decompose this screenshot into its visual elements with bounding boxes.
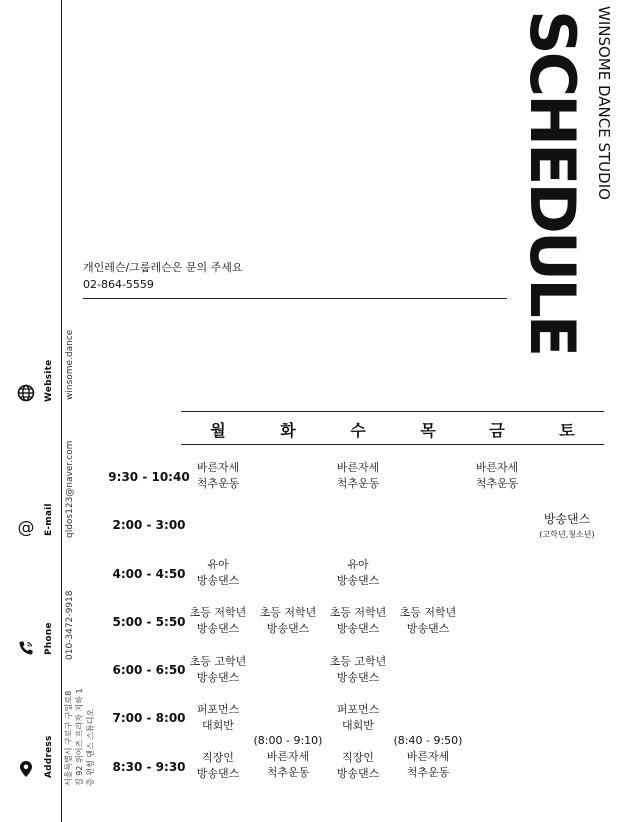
class-cell: 바른자세 척추운동 [336, 461, 380, 490]
table-header-rule [181, 444, 604, 445]
class-cell: 퍼포먼스 대회반 [336, 703, 380, 732]
lesson-phone[interactable]: 02-864-5559 [83, 278, 154, 291]
class-cell: 직장인 방송댄스 [196, 751, 240, 780]
map-pin-icon [16, 760, 36, 780]
day-header-fri: 금 [489, 421, 505, 440]
class-cell [530, 511, 604, 543]
email-label: E-mail [44, 503, 54, 536]
address-line-2: 길 92 위어즈 프라자 지하 1 [75, 688, 84, 786]
class-cell: 초등 고학년 방송댄스 [189, 655, 247, 684]
time-slot: 5:00 - 5:50 [112, 615, 186, 629]
day-header-tue: 화 [280, 421, 296, 440]
class-cell-title: 방송댄스 [543, 512, 591, 526]
time-slot: 8:30 - 9:30 [112, 760, 186, 774]
class-cell: 바른자세 척추운동 [196, 461, 240, 490]
lesson-note-text: 개인레슨/그룹레슨은 문의 주세요 [83, 261, 243, 274]
note-divider [83, 298, 507, 299]
class-cell: 초등 저학년 방송댄스 [329, 606, 387, 635]
class-cell: 초등 저학년 방송댄스 [189, 606, 247, 635]
class-cell: (8:40 - 9:50) 바른자세 척추운동 [393, 734, 463, 779]
lesson-note [83, 259, 242, 293]
time-slot: 4:00 - 4:50 [112, 567, 186, 581]
class-cell: 유아 방송댄스 [336, 558, 380, 587]
time-slot: 9:30 - 10:40 [108, 470, 190, 484]
address-label: Address [44, 735, 54, 778]
sidebar-divider [61, 0, 62, 822]
time-slot: 7:00 - 8:00 [112, 711, 186, 725]
class-cell: 바른자세 척추운동 [475, 461, 519, 490]
day-header-mon: 월 [210, 421, 226, 440]
globe-icon [16, 384, 36, 404]
phone-icon [16, 640, 36, 660]
page-title: SCHEDULE [516, 10, 589, 355]
at-icon: @ [17, 518, 35, 538]
phone-label: Phone [44, 622, 54, 655]
class-cell: 유아 방송댄스 [196, 558, 240, 587]
address-line-1: 서울특별시 구로구 구일로8 [64, 690, 73, 786]
class-cell: (8:00 - 9:10) 바른자세 척추운동 [253, 734, 323, 779]
day-header-thu: 목 [420, 421, 436, 440]
day-header-sat: 토 [559, 421, 575, 440]
table-top-rule [181, 411, 604, 412]
time-slot: 6:00 - 6:50 [112, 663, 186, 677]
day-header-wed: 수 [350, 421, 366, 440]
phone-value[interactable]: 010-3472-9918 [65, 590, 75, 660]
address-line-3: 층 윈썸 댄스 스튜디오 [86, 708, 95, 786]
website-value[interactable]: winsome.dance [65, 329, 75, 400]
studio-name: WINSOME DANCE STUDIO [595, 6, 613, 200]
class-cell: 초등 저학년 방송댄스 [259, 606, 317, 635]
class-cell: 초등 고학년 방송댄스 [329, 655, 387, 684]
class-cell-sub: (고학년,청소년) [539, 530, 595, 539]
email-value[interactable]: qldos123@naver.com [65, 440, 75, 538]
class-cell: 직장인 방송댄스 [336, 751, 380, 780]
class-cell: 퍼포먼스 대회반 [196, 703, 240, 732]
website-label: Website [44, 359, 54, 402]
class-cell: 초등 저학년 방송댄스 [399, 606, 457, 635]
time-slot: 2:00 - 3:00 [112, 518, 186, 532]
